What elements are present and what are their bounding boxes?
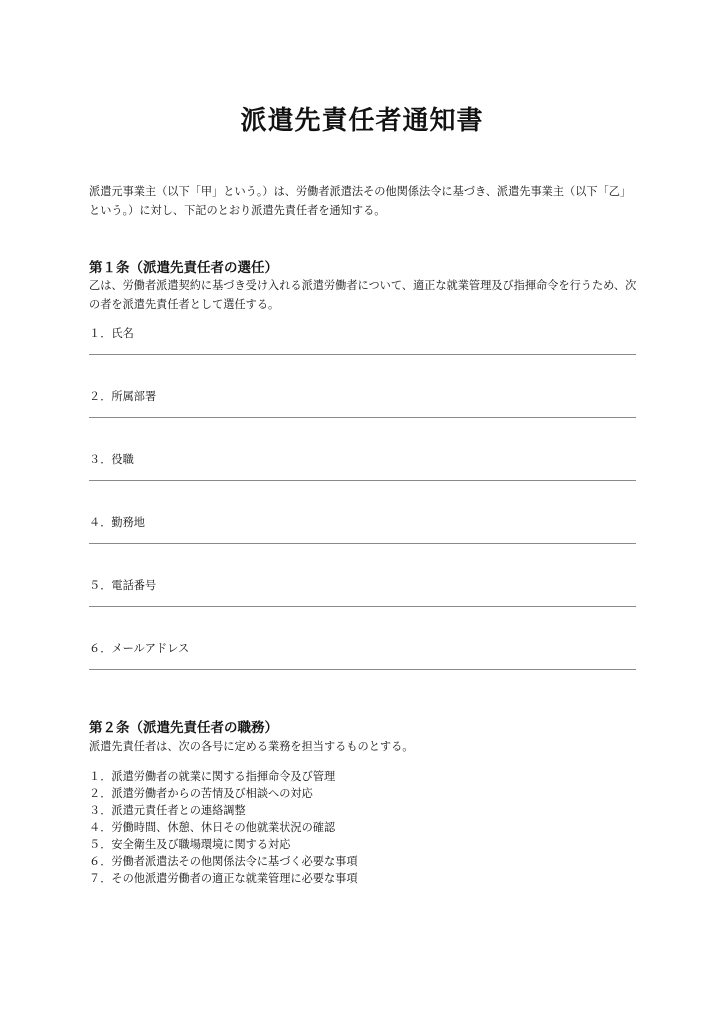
field-label: ５．電話番号 bbox=[89, 579, 157, 592]
field-underline bbox=[89, 606, 636, 607]
list-item: １．派遣労働者の就業に関する指揮命令及び管理 bbox=[89, 770, 336, 783]
field-label: ４．勤務地 bbox=[89, 516, 145, 529]
list-item: ３．派遣元責任者との連絡調整 bbox=[89, 804, 246, 817]
field-underline bbox=[89, 354, 636, 355]
field-work-location bbox=[89, 515, 636, 555]
list-item: ７．その他派遣労働者の適正な就業管理に必要な事項 bbox=[89, 872, 358, 885]
field-underline bbox=[89, 669, 636, 670]
field-underline bbox=[89, 480, 636, 481]
list-item: ５．安全衛生及び職場環境に関する対応 bbox=[89, 838, 291, 851]
field-email bbox=[89, 641, 636, 681]
article2-heading: 第２条（派遣先責任者の職務） bbox=[89, 720, 278, 736]
field-name bbox=[89, 326, 636, 366]
field-label: １．氏名 bbox=[89, 327, 134, 340]
intro-paragraph: 派遣元事業主（以下「甲」という。）は、労働者派遣法その他関係法令に基づき、派遣先事業主（以下「乙」という。）に対し、下記のとおり派遣先責任者を通知する。 bbox=[89, 185, 632, 217]
field-department bbox=[89, 389, 636, 429]
list-item: ２．派遣労働者からの苦情及び相談への対応 bbox=[89, 787, 313, 800]
article2-body: 派遣先責任者は、次の各号に定める業務を担当するものとする。 bbox=[89, 740, 414, 753]
field-label: ３．役職 bbox=[89, 453, 134, 466]
article1-body: 乙は、労働者派遣契約に基づき受け入れる派遣労働者について、適正な就業管理及び指揮命令を行うため、次の者を派遣先責任者として選任する。 bbox=[89, 279, 637, 311]
document-title: 派遣先責任者通知書 bbox=[240, 106, 484, 136]
field-underline bbox=[89, 417, 636, 418]
list-item: ６．労働者派遣法その他関係法令に基づく必要な事項 bbox=[89, 855, 358, 868]
field-phone bbox=[89, 578, 636, 618]
article1-heading: 第１条（派遣先責任者の選任） bbox=[89, 260, 278, 276]
field-underline bbox=[89, 543, 636, 544]
field-position bbox=[89, 452, 636, 492]
field-label: ２．所属部署 bbox=[89, 390, 157, 403]
field-label: ６．メールアドレス bbox=[89, 642, 190, 655]
list-item: ４．労働時間、休憩、休日その他就業状況の確認 bbox=[89, 821, 336, 834]
duty-list bbox=[89, 768, 641, 887]
